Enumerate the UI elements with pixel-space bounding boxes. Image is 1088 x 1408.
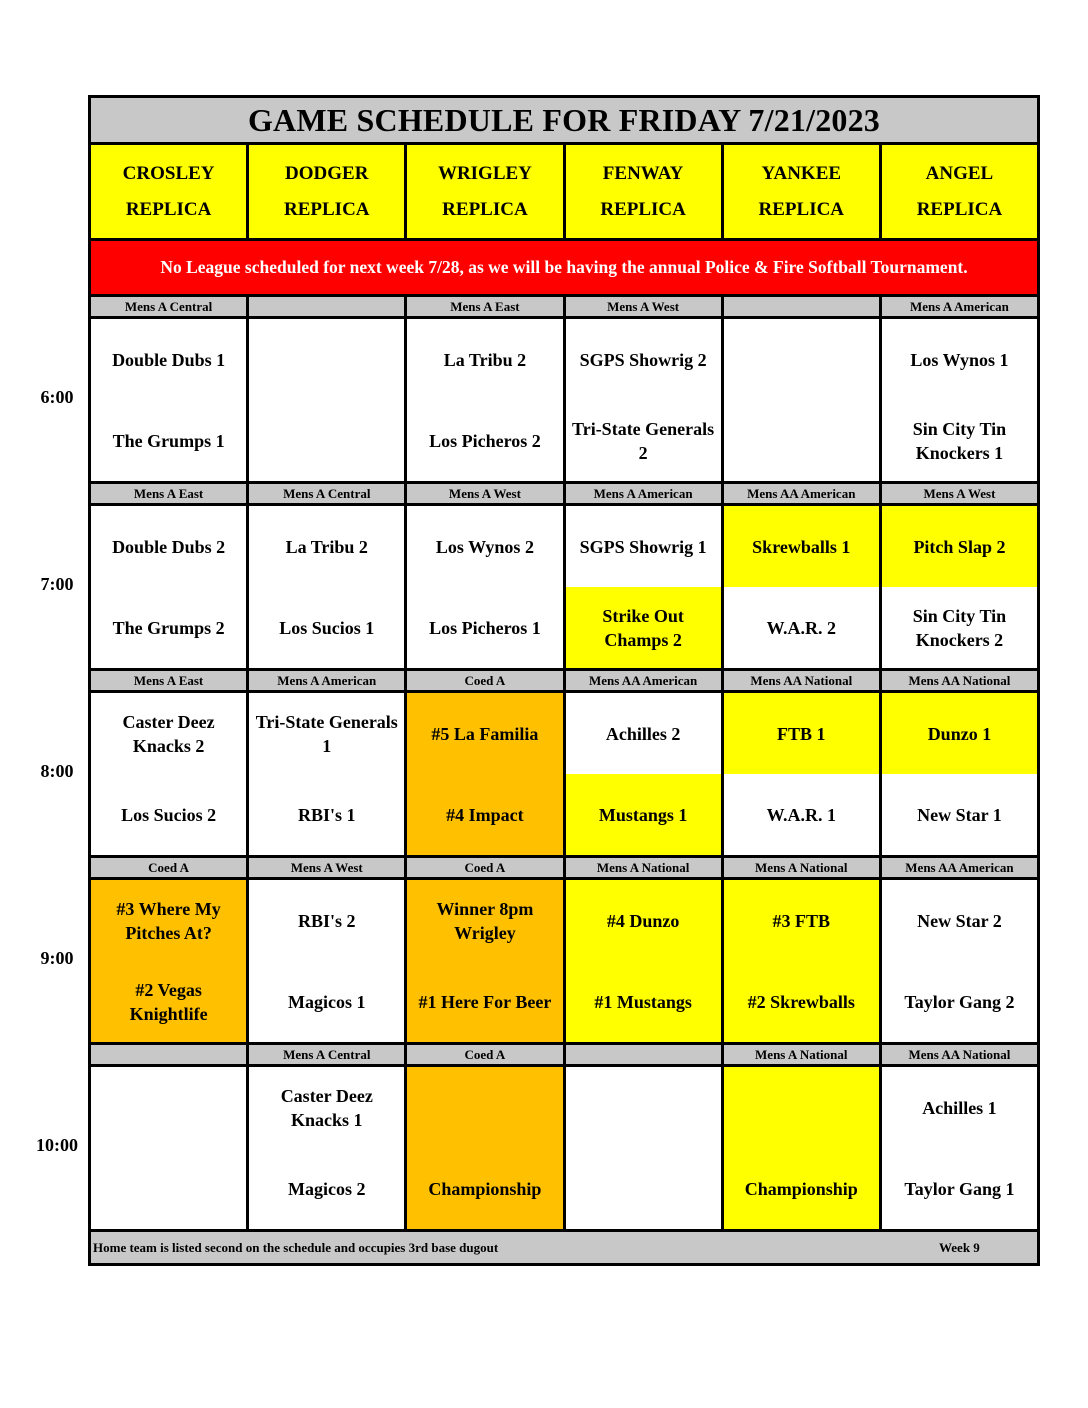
visiting-team: Winner 8pm Wrigley xyxy=(407,880,562,961)
game-cell xyxy=(724,319,882,481)
division-label: Mens A National xyxy=(724,858,882,877)
home-team xyxy=(91,1148,246,1229)
division-label: Mens A East xyxy=(407,297,565,316)
game-cell xyxy=(882,1067,1037,1229)
home-team: #2 Vegas Knightlife xyxy=(91,961,246,1042)
schedule-sheet xyxy=(88,95,1040,1266)
field-subtitle: REPLICA xyxy=(600,198,686,220)
field-name: CROSLEY xyxy=(122,162,215,184)
home-team: Taylor Gang 2 xyxy=(882,961,1037,1042)
division-label: Mens A American xyxy=(566,484,724,503)
division-label: Coed A xyxy=(407,858,565,877)
visiting-team: Achilles 2 xyxy=(566,693,721,774)
visiting-team: La Tribu 2 xyxy=(407,319,562,400)
division-label: Mens A Central xyxy=(249,484,407,503)
field-header-crosley xyxy=(91,145,249,238)
game-cell xyxy=(249,319,407,481)
field-header-angel xyxy=(882,145,1037,238)
visiting-team xyxy=(407,1067,562,1148)
game-cell xyxy=(566,319,724,481)
game-cell xyxy=(724,880,882,1042)
division-label: Mens AA American xyxy=(566,671,724,690)
time-label: 7:00 xyxy=(40,573,74,594)
visiting-team xyxy=(566,1067,721,1148)
field-name: ANGEL xyxy=(925,162,994,184)
field-header-row xyxy=(91,145,1037,241)
visiting-team: New Star 2 xyxy=(882,880,1037,961)
visiting-team: SGPS Showrig 2 xyxy=(566,319,721,400)
home-team: Championship xyxy=(724,1148,879,1229)
game-cell xyxy=(724,1067,882,1229)
home-team: Los Sucios 2 xyxy=(91,774,246,855)
page-title: GAME SCHEDULE FOR FRIDAY 7/21/2023 xyxy=(91,98,1037,145)
game-cell xyxy=(407,693,565,855)
game-cell xyxy=(566,880,724,1042)
home-team: Magicos 2 xyxy=(249,1148,404,1229)
time-label: 6:00 xyxy=(40,386,74,407)
home-team: Mustangs 1 xyxy=(566,774,721,855)
game-cell xyxy=(249,506,407,668)
game-cell xyxy=(566,506,724,668)
home-team: Sin City Tin Knockers 1 xyxy=(882,400,1037,481)
field-subtitle: REPLICA xyxy=(125,198,212,220)
visiting-team: Dunzo 1 xyxy=(882,693,1037,774)
home-team: #2 Skrewballs xyxy=(724,961,879,1042)
field-name: WRIGLEY xyxy=(437,162,532,184)
home-team: The Grumps 1 xyxy=(91,400,246,481)
visiting-team: SGPS Showrig 1 xyxy=(566,506,721,587)
division-label xyxy=(724,297,882,316)
division-label: Mens AA National xyxy=(724,671,882,690)
game-cell xyxy=(407,880,565,1042)
home-team: Magicos 1 xyxy=(249,961,404,1042)
division-label: Mens A American xyxy=(249,671,407,690)
visiting-team: #5 La Familia xyxy=(407,693,562,774)
home-team: #4 Impact xyxy=(407,774,562,855)
division-row xyxy=(91,297,1037,319)
game-cell xyxy=(724,506,882,668)
visiting-team: Los Wynos 1 xyxy=(882,319,1037,400)
game-cell xyxy=(724,693,882,855)
visiting-team: Double Dubs 2 xyxy=(91,506,246,587)
game-cell xyxy=(566,1067,724,1229)
division-row xyxy=(91,484,1037,506)
division-label: Coed A xyxy=(91,858,249,877)
visiting-team: #3 Where My Pitches At? xyxy=(91,880,246,961)
home-team xyxy=(566,1148,721,1229)
game-row xyxy=(91,506,1037,671)
footer-bar xyxy=(91,1232,1037,1263)
division-label: Coed A xyxy=(407,671,565,690)
game-cell xyxy=(91,506,249,668)
division-label: Mens AA National xyxy=(908,672,1011,688)
division-label xyxy=(91,1045,249,1064)
game-cell xyxy=(91,1067,249,1229)
home-team: RBI's 1 xyxy=(249,774,404,855)
game-cell xyxy=(566,693,724,855)
game-cell xyxy=(407,506,565,668)
home-team: Taylor Gang 1 xyxy=(882,1148,1037,1229)
field-header-fenway xyxy=(566,145,724,238)
visiting-team: FTB 1 xyxy=(724,693,879,774)
home-team xyxy=(249,400,404,481)
game-cell xyxy=(249,880,407,1042)
division-label: Mens AA National xyxy=(908,1046,1011,1062)
home-team: Los Picheros 1 xyxy=(407,587,562,668)
home-team: Los Picheros 2 xyxy=(407,400,562,481)
field-subtitle: REPLICA xyxy=(442,198,528,220)
time-label: 8:00 xyxy=(40,760,74,781)
field-name: DODGER xyxy=(285,162,369,184)
division-label: Mens AA American xyxy=(905,859,1014,875)
home-team: New Star 1 xyxy=(882,774,1037,855)
field-subtitle: REPLICA xyxy=(916,198,1003,220)
game-cell xyxy=(249,1067,407,1229)
game-cell xyxy=(882,693,1037,855)
division-row xyxy=(91,858,1037,880)
division-row xyxy=(91,1045,1037,1067)
home-team: The Grumps 2 xyxy=(91,587,246,668)
home-team: Los Sucios 1 xyxy=(249,587,404,668)
game-cell xyxy=(91,693,249,855)
visiting-team: Los Wynos 2 xyxy=(407,506,562,587)
division-row xyxy=(91,671,1037,693)
game-cell xyxy=(407,319,565,481)
visiting-team: Caster Deez Knacks 1 xyxy=(249,1067,404,1148)
division-label: Mens A West xyxy=(566,297,724,316)
field-subtitle: REPLICA xyxy=(758,198,845,220)
home-team: Tri-State Generals 2 xyxy=(566,400,721,481)
home-team: #1 Mustangs xyxy=(566,961,721,1042)
home-team: Championship xyxy=(407,1148,562,1229)
field-subtitle: REPLICA xyxy=(284,198,370,220)
time-label: 10:00 xyxy=(36,1134,78,1155)
division-label: Mens A National xyxy=(724,1045,882,1064)
visiting-team: Tri-State Generals 1 xyxy=(249,693,404,774)
home-team: Strike Out Champs 2 xyxy=(566,587,721,668)
game-row xyxy=(91,319,1037,484)
field-name: YANKEE xyxy=(761,162,842,184)
division-label: Mens A West xyxy=(923,485,996,501)
time-label: 9:00 xyxy=(40,947,74,968)
game-cell xyxy=(91,319,249,481)
visiting-team: #3 FTB xyxy=(724,880,879,961)
visiting-team xyxy=(249,319,404,400)
division-label xyxy=(249,297,407,316)
game-row xyxy=(91,1067,1037,1232)
visiting-team: Pitch Slap 2 xyxy=(882,506,1037,587)
division-label: Mens A West xyxy=(249,858,407,877)
home-team: Sin City Tin Knockers 2 xyxy=(882,587,1037,668)
visiting-team: RBI's 2 xyxy=(249,880,404,961)
division-label: Coed A xyxy=(407,1045,565,1064)
visiting-team xyxy=(91,1067,246,1148)
game-row xyxy=(91,693,1037,858)
game-cell xyxy=(882,506,1037,668)
visiting-team: Achilles 1 xyxy=(882,1067,1037,1148)
visiting-team: Double Dubs 1 xyxy=(91,319,246,400)
division-label: Mens A East xyxy=(91,484,249,503)
league-notice-banner: No League scheduled for next week 7/28, as we will be having the annual Police & Fire Softball Tournament. xyxy=(91,241,1037,297)
game-cell xyxy=(882,319,1037,481)
home-team xyxy=(724,400,879,481)
field-header-dodger xyxy=(249,145,407,238)
home-team: W.A.R. 2 xyxy=(724,587,879,668)
field-header-wrigley xyxy=(407,145,565,238)
division-label: Mens A West xyxy=(407,484,565,503)
division-label xyxy=(566,1045,724,1064)
visiting-team: La Tribu 2 xyxy=(249,506,404,587)
visiting-team xyxy=(724,319,879,400)
division-label: Mens A Central xyxy=(91,297,249,316)
visiting-team: Caster Deez Knacks 2 xyxy=(91,693,246,774)
division-label: Mens A Central xyxy=(249,1045,407,1064)
visiting-team: #4 Dunzo xyxy=(566,880,721,961)
game-cell xyxy=(91,880,249,1042)
week-label: Week 9 xyxy=(939,1239,980,1255)
division-label: Mens A National xyxy=(566,858,724,877)
home-team: W.A.R. 1 xyxy=(724,774,879,855)
home-team-note: Home team is listed second on the schedule and occupies 3rd base dugout xyxy=(93,1239,499,1255)
division-label: Mens A American xyxy=(909,298,1009,314)
game-cell xyxy=(249,693,407,855)
division-label: Mens AA American xyxy=(724,484,882,503)
visiting-team: Skrewballs 1 xyxy=(724,506,879,587)
visiting-team xyxy=(724,1067,879,1148)
division-label: Mens A East xyxy=(91,671,249,690)
home-team: #1 Here For Beer xyxy=(407,961,562,1042)
game-cell xyxy=(882,880,1037,1042)
game-row xyxy=(91,880,1037,1045)
field-name: FENWAY xyxy=(602,162,684,184)
game-cell xyxy=(407,1067,565,1229)
field-header-yankee xyxy=(724,145,882,238)
